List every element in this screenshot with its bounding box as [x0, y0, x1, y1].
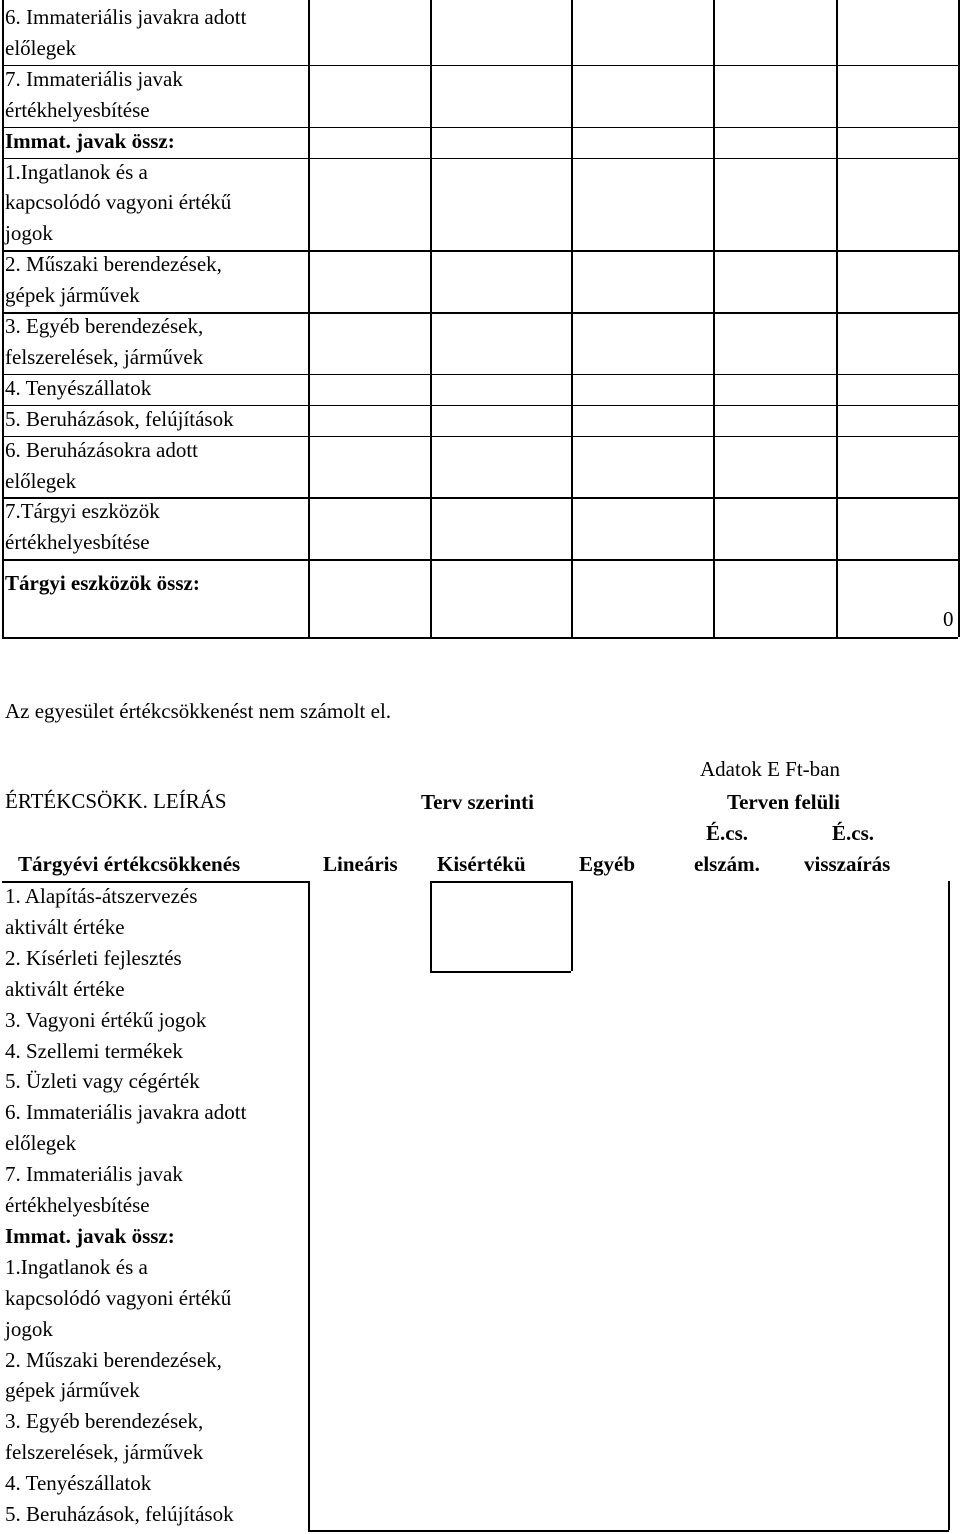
column-header-other: Egyéb	[579, 852, 636, 876]
depreciation-row-label: 3. Vagyoni értékű jogok	[5, 1007, 207, 1032]
column-divider	[958, 0, 960, 637]
depreciation-row-label: 2. Kísérleti fejlesztés	[5, 945, 182, 970]
column-divider	[836, 0, 838, 637]
column-divider	[2, 0, 4, 637]
cell-border-bottom	[430, 971, 571, 973]
asset-row-label: 6. Beruházásokra adott	[5, 437, 199, 462]
asset-row-label: gépek járművek	[5, 283, 140, 308]
row-divider	[2, 127, 958, 129]
column-divider	[571, 0, 573, 637]
column-header-linear: Lineáris	[323, 852, 398, 876]
row-divider	[2, 65, 958, 67]
depreciation-row-label: 6. Immateriális javakra adott	[5, 1100, 247, 1125]
row-divider	[2, 559, 958, 561]
table-bottom-border	[2, 637, 958, 639]
asset-row-label: értékhelyesbítése	[5, 530, 150, 555]
column-divider	[713, 0, 715, 637]
column-header-accounted-1: É.cs.	[706, 821, 748, 845]
asset-row-label: 1.Ingatlanok és a	[5, 159, 148, 184]
column-header-small-value: Kisértékü	[437, 852, 526, 876]
asset-total-value: 0	[943, 607, 954, 632]
depreciation-row-label: 1. Alapítás-átszervezés	[5, 884, 198, 908]
column-header-label: Tárgyévi értékcsökkenés	[18, 852, 241, 876]
depreciation-row-label: felszerelések, járművek	[5, 1440, 204, 1465]
depreciation-row-label: 7. Immateriális javak	[5, 1162, 183, 1187]
column-header-reversal-2: visszaírás	[804, 852, 891, 876]
depreciation-row-label: 1.Ingatlanok és a	[5, 1254, 148, 1279]
asset-row-label: 3. Egyéb berendezések,	[5, 314, 204, 338]
depreciation-row-label: Immat. javak össz:	[5, 1223, 175, 1248]
row-divider	[2, 250, 958, 252]
column-divider-linear	[430, 881, 432, 971]
depreciation-row-label: aktivált értéke	[5, 914, 125, 939]
table-bottom-border	[308, 1530, 949, 1532]
group-header-plan: Terv szerinti	[421, 790, 534, 814]
asset-row-label: 2. Műszaki berendezések,	[5, 252, 222, 277]
asset-row-label: értékhelyesbítése	[5, 97, 150, 122]
asset-row-label: kapcsolódó vagyoni értékű	[5, 190, 232, 215]
row-divider	[2, 497, 958, 499]
asset-row-label: 7.Tárgyi eszközök	[5, 499, 160, 524]
row-divider	[2, 312, 958, 314]
depreciation-row-label: előlegek	[5, 1131, 77, 1156]
column-header-accounted-2: elszám.	[694, 852, 760, 876]
asset-row-label: előlegek	[5, 468, 77, 493]
depreciation-row-label: értékhelyesbítése	[5, 1193, 150, 1217]
column-header-reversal-1: É.cs.	[832, 821, 874, 845]
depreciation-row-label: kapcsolódó vagyoni értékű	[5, 1285, 232, 1310]
row-divider	[2, 158, 958, 160]
asset-row-label: 4. Tenyészállatok	[5, 375, 152, 400]
asset-row-label: 6. Immateriális javakra adott	[5, 5, 247, 29]
unit-note: Adatok E Ft-ban	[700, 757, 840, 781]
depreciation-row-label: 3. Egyéb berendezések,	[5, 1409, 204, 1434]
depreciation-row-label: aktivált értéke	[5, 976, 125, 1001]
header-divider	[2, 881, 308, 883]
asset-row-label: 7. Immateriális javak	[5, 66, 183, 91]
depreciation-row-label: jogok	[5, 1316, 53, 1341]
depreciation-row-label: 2. Műszaki berendezések,	[5, 1347, 222, 1372]
depreciation-note: Az egyesület értékcsökkenést nem számolt el.	[5, 699, 392, 723]
column-divider	[308, 0, 310, 637]
asset-row-label: 5. Beruházások, felújítások	[5, 406, 234, 431]
row-divider	[2, 436, 958, 438]
depreciation-row-label: gépek járművek	[5, 1378, 140, 1403]
row-divider	[2, 374, 958, 376]
asset-row-label: előlegek	[5, 35, 77, 60]
table-title: ÉRTÉKCSÖKK. LEÍRÁS	[5, 789, 227, 813]
row-divider	[2, 405, 958, 407]
right-border	[948, 881, 950, 1530]
asset-row-label: jogok	[5, 221, 53, 246]
group-header-over: Terven felüli	[727, 790, 840, 814]
column-divider	[430, 0, 432, 637]
asset-row-label: Immat. javak össz:	[5, 128, 175, 153]
asset-row-label: Tárgyi eszközök össz:	[5, 571, 200, 596]
depreciation-row-label: 5. Beruházások, felújítások	[5, 1502, 234, 1526]
depreciation-row-label: 5. Üzleti vagy cégérték	[5, 1069, 200, 1094]
label-column-divider	[308, 881, 310, 1530]
depreciation-row-label: 4. Szellemi termékek	[5, 1038, 183, 1063]
depreciation-row-label: 4. Tenyészállatok	[5, 1471, 152, 1496]
cell-border-top	[430, 881, 571, 883]
column-divider-small	[571, 881, 573, 971]
asset-row-label: felszerelések, járművek	[5, 344, 204, 369]
